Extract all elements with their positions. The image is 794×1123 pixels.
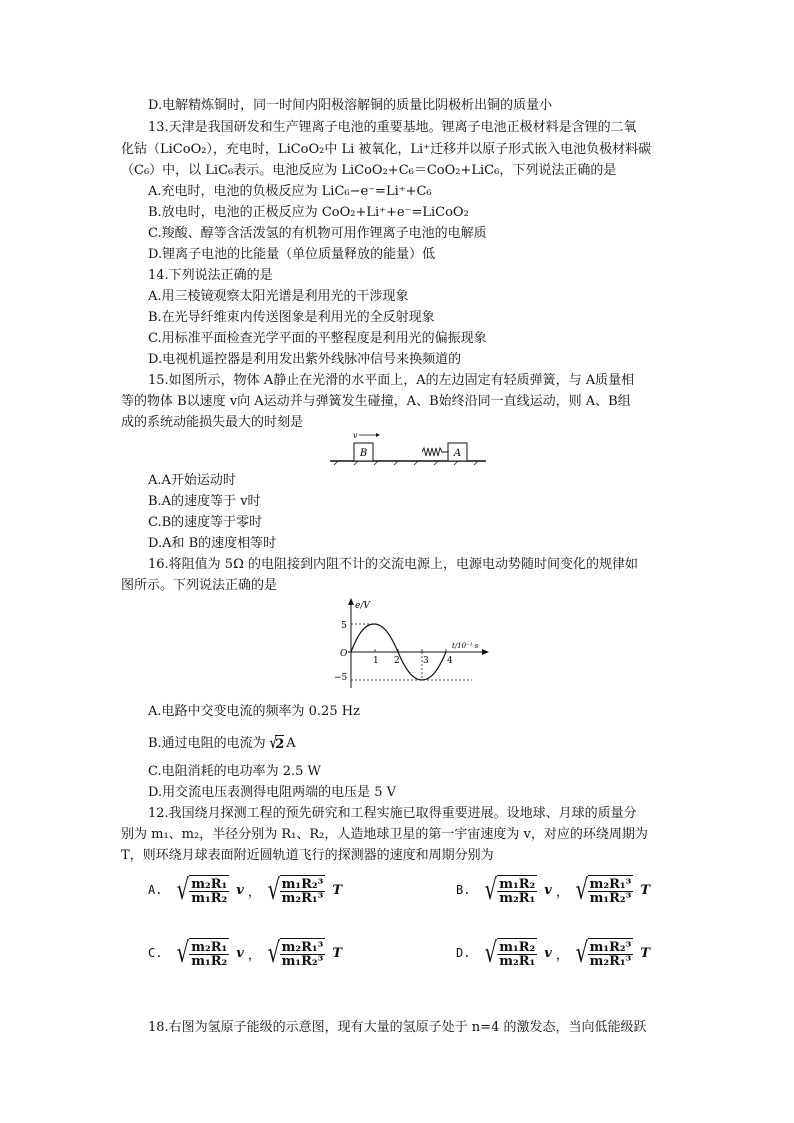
q18-stem-line1: 18.右图为氢原子能级的示意图，现有大量的氢原子处于 n=4 的激发态，当向低能级跃 xyxy=(148,1020,647,1035)
q15-stem-line3: 成的系统动能损失最大的时刻是 xyxy=(121,415,304,430)
q12-stem-line2: 别为 m₁、m₂，半径分别为 R₁、R₂，人造地球卫星的第一宇宙速度为 v，对应的环绕周期为 xyxy=(121,827,648,842)
q14-option-d: D.电视机遥控器是利用发出紫外线脉冲信号来换频道的 xyxy=(148,352,462,367)
velocity-label: v xyxy=(353,431,358,440)
q13-option-b: B.放电时，电池的正极反应为 CoO₂+Li⁺+e⁻=LiCoO₂ xyxy=(148,205,469,220)
q16-stem-line1: 16.将阻值为 5Ω 的电阻接到内阻不计的交流电源上，电源电动势随时间变化的规律如 xyxy=(148,557,638,572)
y-tick-5: 5 xyxy=(341,621,347,631)
block-a-label: A xyxy=(453,448,462,459)
q12-stem-line1: 12.我国绕月探测工程的预先研究和工程实施已取得重要进展。设地球、月球的质量分 xyxy=(148,806,637,821)
q14-option-a: A.用三棱镜观察太阳光谱是利用光的干涉现象 xyxy=(148,289,409,304)
emf-graph xyxy=(326,596,492,692)
q15-option-a: A.A开始运动时 xyxy=(148,473,236,488)
q13-option-d: D.锂离子电池的比能量（单位质量释放的能量）低 xyxy=(148,247,436,262)
x-tick-2: 2 xyxy=(394,656,400,666)
q12-option-d-line: D.电解精炼铜时，同一时间内阳极溶解铜的质量比阴极析出铜的质量小 xyxy=(148,98,553,113)
collision-figure xyxy=(328,428,490,466)
x-tick-1: 1 xyxy=(373,656,379,666)
q15-option-b: B.A的速度等于 v时 xyxy=(148,494,261,509)
q16-option-d: D.用交流电压表测得电阻两端的电压是 5 V xyxy=(148,785,397,800)
q14-option-b: B.在光导纤维束内传送图象是利用光的全反射现象 xyxy=(148,310,435,325)
block-b-label: B xyxy=(359,448,368,459)
q12-choice-c: C. √ $\frac{\text{m₂R₁}}{\text{m₁R₂}}$ v ， √ $\frac{\text{m₂R₁³}}{\text{m₁R₂³}}$ T xyxy=(148,936,342,969)
q12-choice-b: B. √ $\frac{\text{m₁R₂}}{\text{m₂R₁}}$ v ， √ $\frac{\text{m₂R₁³}}{\text{m₁R₂³}}$ T xyxy=(456,873,650,906)
q16-option-b-text: B.通过电阻的电流为 xyxy=(148,736,266,751)
q13-stem-line3: （C₆）中，以 LiC₆表示。电池反应为 LiCoO₂+C₆＝CoO₂+LiC₆，下列说法正确的是 xyxy=(121,163,617,178)
q15-stem-line2: 等的物体 B以速度 v向 A运动并与弹簧发生碰撞，A、B始终沿同一直线运动，则 A、B组 xyxy=(121,394,631,409)
q14-option-c: C.用标准平面检查光学平面的平整程度是利用光的偏振现象 xyxy=(148,331,487,346)
q13-stem-line2: 化钴（LiCoO₂），充电时，LiCoO₂中 Li 被氧化，Li⁺迁移并以原子形式嵌入电池负极材料碳 xyxy=(121,142,652,157)
sqrt-two: √ 2 xyxy=(269,733,285,752)
q12-choice-d: D. √ $\frac{\text{m₁R₂}}{\text{m₂R₁}}$ v ， √ $\frac{\text{m₁R₂³}}{\text{m₂R₁³}}$ T xyxy=(456,936,650,969)
q15-stem-line1: 15.如图所示，物体 A静止在光滑的水平面上，A的左边固定有轻质弹簧，与 A质量相 xyxy=(148,373,635,388)
x-tick-4: 4 xyxy=(447,656,453,666)
q16-option-c: C.电阻消耗的电功率为 2.5 W xyxy=(148,764,321,779)
y-tick-neg5: −5 xyxy=(334,673,348,683)
q12-choice-a: A. √ $\frac{\text{m₂R₁}}{\text{m₁R₂}}$ v ， √ $\frac{\text{m₁R₂³}}{\text{m₂R₁³}}$ T xyxy=(148,873,342,906)
x-axis-label: t/10⁻¹ s xyxy=(452,642,479,650)
q14-stem: 14.下列说法正确的是 xyxy=(148,268,273,283)
q16-option-b-unit: A xyxy=(286,736,296,751)
q13-option-a: A.充电时，电池的负极反应为 LiC₆−e⁻=Li⁺+C₆ xyxy=(148,184,432,199)
q15-option-d: D.A和 B的速度相等时 xyxy=(148,536,277,551)
spring xyxy=(422,448,448,456)
q13-option-c: C.羧酸、醇等含活泼氢的有机物可用作锂离子电池的电解质 xyxy=(148,226,487,241)
x-tick-3: 3 xyxy=(423,656,429,666)
q16-option-b xyxy=(148,735,296,753)
q16-stem-line2: 图所示。下列说法正确的是 xyxy=(121,578,278,593)
q13-stem-line1: 13.天津是我国研发和生产锂离子电池的重要基地。锂离子电池正极材料是含锂的二氧 xyxy=(148,120,637,135)
q12-stem-line3: T，则环绕月球表面附近圆轨道飞行的探测器的速度和周期分别为 xyxy=(121,848,494,863)
q16-option-a: A.电路中交变电流的频率为 0.25 Hz xyxy=(148,704,360,719)
y-axis-label: e/V xyxy=(355,601,370,611)
q15-option-c: C.B的速度等于零时 xyxy=(148,515,263,530)
origin-label: O xyxy=(340,649,348,659)
